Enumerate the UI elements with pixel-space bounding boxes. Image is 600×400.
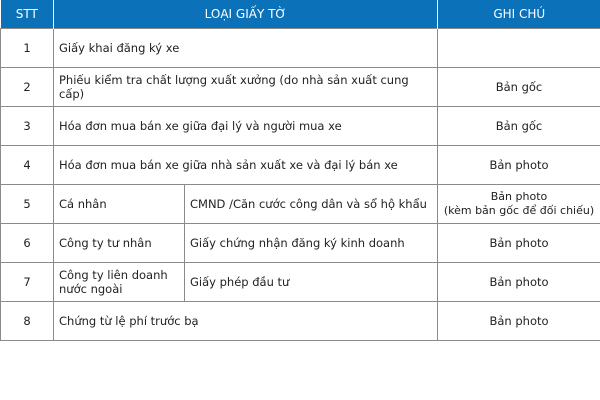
header-ghi-chu: GHI CHÚ xyxy=(438,0,600,29)
row-note xyxy=(438,29,600,68)
row-stt: 1 xyxy=(1,29,54,68)
row-entity-type: Cá nhân xyxy=(54,185,185,224)
table-row xyxy=(1,302,600,341)
table-row xyxy=(1,263,600,302)
table-row xyxy=(1,224,600,263)
table-row xyxy=(1,107,600,146)
note-line-1: Bản photo xyxy=(490,190,548,203)
note-line-2: (kèm bản gốc để đối chiếu) xyxy=(443,204,595,217)
table-header xyxy=(1,0,600,29)
row-note: Bản photo xyxy=(438,224,600,263)
row-document: Giấy khai đăng ký xe xyxy=(54,29,438,68)
header-loai-giay-to: LOẠI GIẤY TỜ xyxy=(54,0,438,29)
row-note: Bản gốc xyxy=(438,107,600,146)
row-note: Bản gốc xyxy=(438,68,600,107)
row-entity-type: Công ty tư nhân xyxy=(54,224,185,263)
row-document: Phiếu kiểm tra chất lượng xuất xưởng (do nhà sản xuất cung cấp) xyxy=(54,68,438,107)
row-stt: 3 xyxy=(1,107,54,146)
row-note: Bản photo xyxy=(438,146,600,185)
row-entity-type: Công ty liên doanh nước ngoài xyxy=(54,263,185,302)
table-row xyxy=(1,185,600,224)
row-stt: 6 xyxy=(1,224,54,263)
table-row xyxy=(1,146,600,185)
table-row xyxy=(1,68,600,107)
row-document: Giấy chứng nhận đăng ký kinh doanh xyxy=(185,224,438,263)
row-stt: 5 xyxy=(1,185,54,224)
row-document: Chứng từ lệ phí trước bạ xyxy=(54,302,438,341)
row-document: CMND /Căn cước công dân và sổ hộ khẩu xyxy=(185,185,438,224)
header-stt: STT xyxy=(1,0,54,29)
table-row xyxy=(1,29,600,68)
row-note: Bản photo xyxy=(438,302,600,341)
row-note xyxy=(438,185,600,224)
row-document: Hóa đơn mua bán xe giữa đại lý và người mua xe xyxy=(54,107,438,146)
row-stt: 7 xyxy=(1,263,54,302)
row-note: Bản photo xyxy=(438,263,600,302)
row-document: Giấy phép đầu tư xyxy=(185,263,438,302)
row-stt: 8 xyxy=(1,302,54,341)
row-document: Hóa đơn mua bán xe giữa nhà sản xuất xe và đại lý bán xe xyxy=(54,146,438,185)
row-stt: 4 xyxy=(1,146,54,185)
row-stt: 2 xyxy=(1,68,54,107)
